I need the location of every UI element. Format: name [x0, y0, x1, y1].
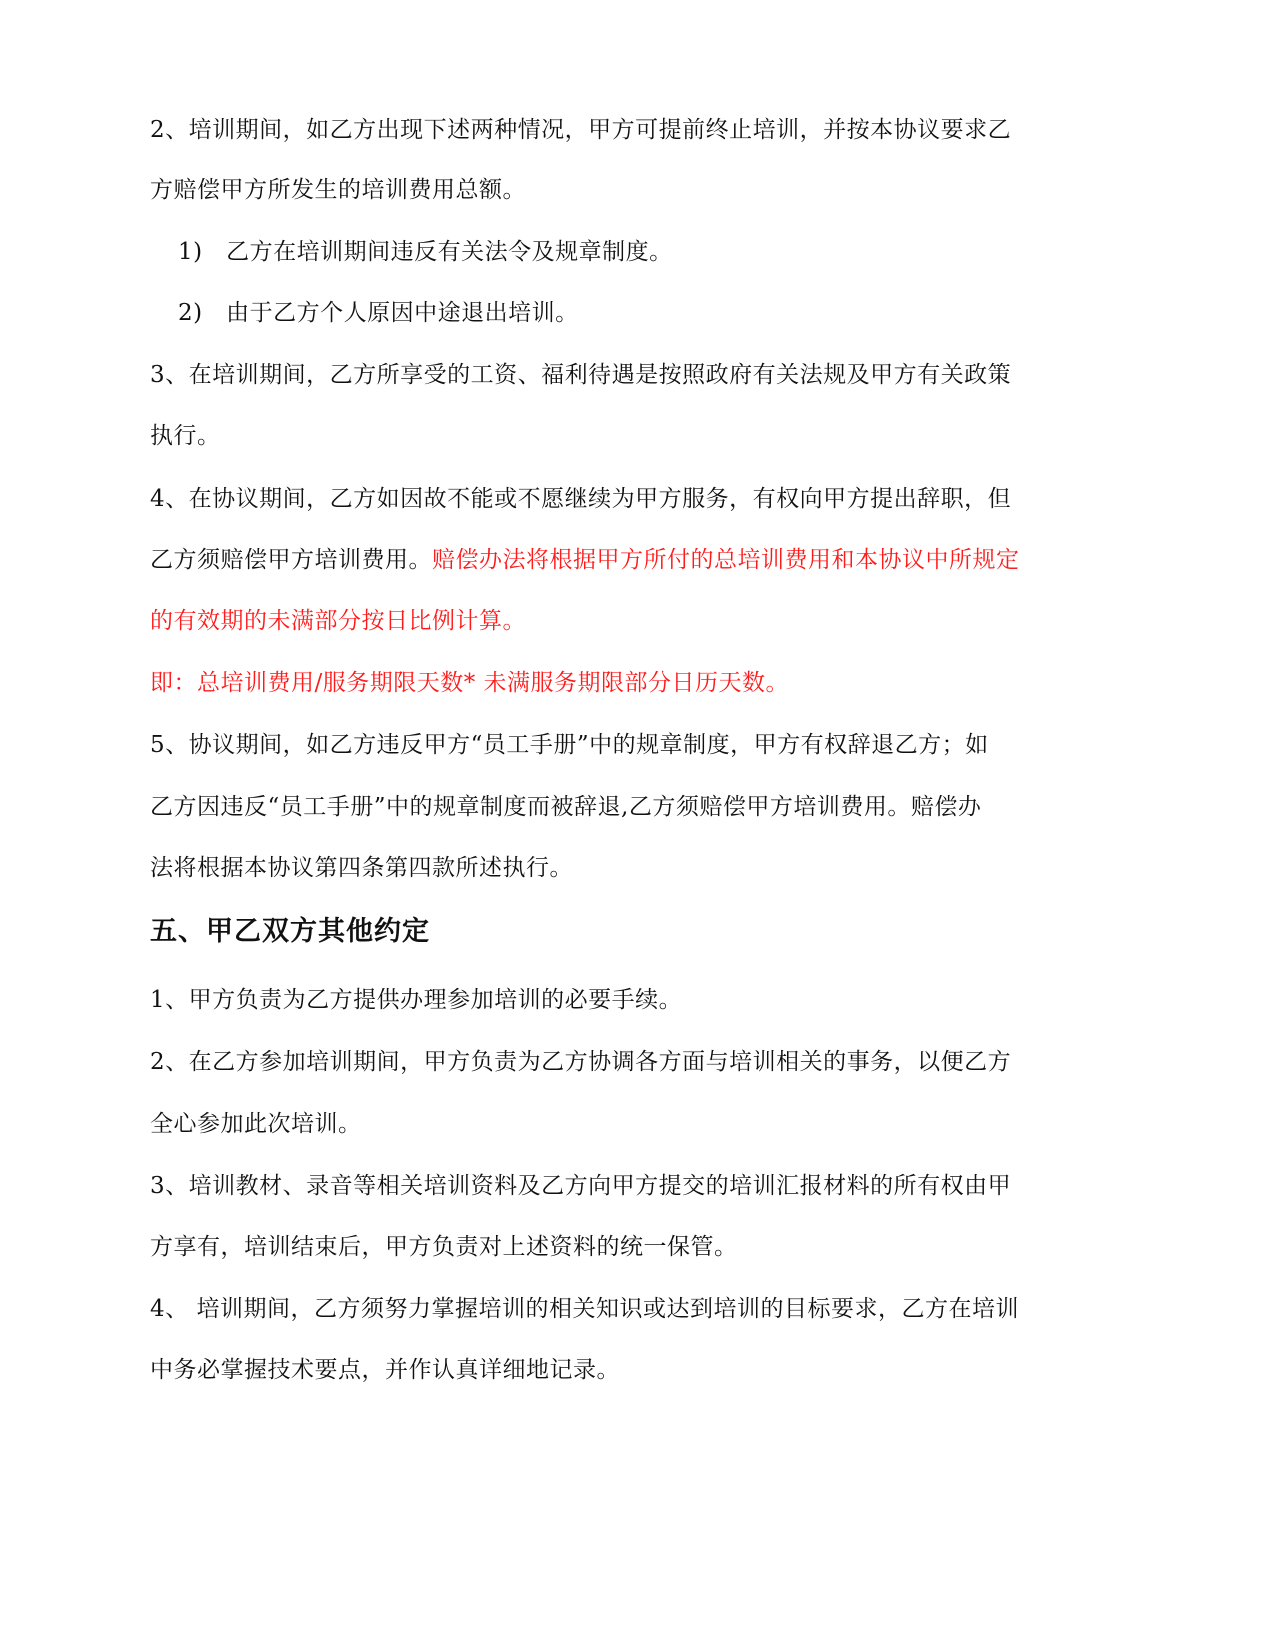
clause-4-2-line-2: 方赔偿甲方所发生的培训费用总额。 [150, 177, 526, 203]
clause-5-2-line-2: 全心参加此次培训。 [150, 1111, 362, 1137]
clause-4-3-line-1: 3、在培训期间，乙方所享受的工资、福利待遇是按照政府有关法规及甲方有关政策 [150, 362, 1012, 388]
clause-4-5-line-2: 乙方因违反“员工手册”中的规章制度而被辞退,乙方须赔偿甲方培训费用。赔偿办 [150, 794, 982, 820]
clause-5-2-line-1: 2、在乙方参加培训期间，甲方负责为乙方协调各方面与培训相关的事务，以便乙方 [150, 1049, 1012, 1075]
clause-5-3-line-2: 方享有，培训结束后，甲方负责对上述资料的统一保管。 [150, 1234, 738, 1260]
section-5-heading: 五、甲乙双方其他约定 [150, 916, 430, 947]
clause-4-4-line-2 [150, 542, 1090, 578]
clause-4-3-line-2: 执行。 [150, 423, 221, 449]
clause-4-5-line-3: 法将根据本协议第四条第四款所述执行。 [150, 855, 573, 881]
clause-5-4-line-1: 4、 培训期间，乙方须努力掌握培训的相关知识或达到培训的目标要求，乙方在培训 [150, 1296, 1019, 1322]
clause-4-4-line-1: 4、在协议期间，乙方如因故不能或不愿继续为甲方服务，有权向甲方提出辞职，但 [150, 486, 1012, 512]
compensation-method-highlight-cont: 的有效期的未满部分按日比例计算。 [150, 608, 526, 634]
clause-5-4-line-2: 中务必掌握技术要点，并作认真详细地记录。 [150, 1357, 620, 1383]
clause-4-2-line-1: 2、培训期间，如乙方出现下述两种情况，甲方可提前终止培训，并按本协议要求乙 [150, 117, 1012, 143]
clause-5-1-line-1: 1、甲方负责为乙方提供办理参加培训的必要手续。 [150, 987, 683, 1013]
clause-4-4-text-black: 乙方须赔偿甲方培训费用。 [150, 547, 432, 573]
clause-4-5-line-1: 5、协议期间，如乙方违反甲方“员工手册”中的规章制度，甲方有权辞退乙方；如 [150, 732, 989, 758]
clause-4-2-subitem-2: 2) 由于乙方个人原因中途退出培训。 [178, 300, 579, 326]
clause-4-2-subitem-1: 1) 乙方在培训期间违反有关法令及规章制度。 [178, 239, 673, 265]
compensation-method-highlight: 赔偿办法将根据甲方所付的总培训费用和本协议中所规定 [432, 547, 1020, 573]
compensation-formula: 即：总培训费用/服务期限天数* 未满服务期限部分日历天数。 [150, 670, 790, 696]
clause-5-3-line-1: 3、培训教材、录音等相关培训资料及乙方向甲方提交的培训汇报材料的所有权由甲 [150, 1173, 1012, 1199]
